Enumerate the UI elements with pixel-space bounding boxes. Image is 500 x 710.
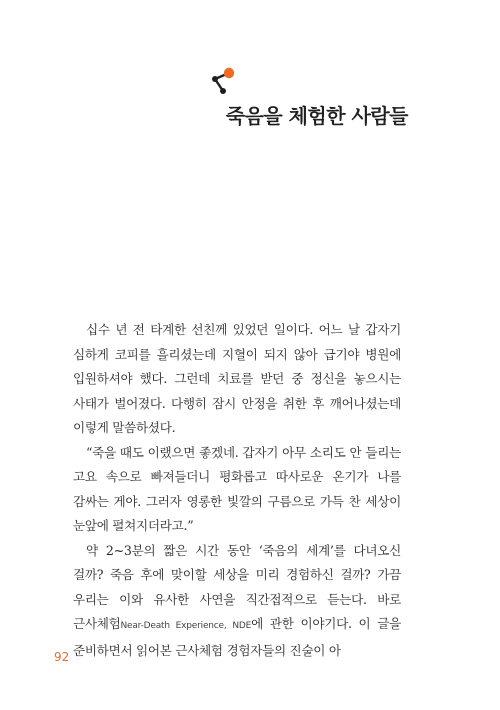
paragraph: “죽을 때도 이랬으면 좋겠네. 갑자기 아무 소리도 안 들리는 고요 속으로 빠져들더니 평화롭고 따사로운 온기가 나를 감싸는 게야. 그러자 영롱한 빛깔의 구름으로 가득 찬 세상이 눈앞에 펼쳐지더라고.”: [73, 444, 401, 533]
body-text: [73, 318, 401, 663]
molecule-node-icon: [206, 66, 240, 96]
paragraph: [73, 539, 401, 664]
chapter-title: 죽음을 체험한 사람들: [225, 104, 408, 128]
english-gloss: Near-Death Experience, NDE: [120, 621, 252, 631]
page-number: 92: [54, 650, 70, 664]
accent-dot: [224, 68, 234, 78]
paragraph-text: 에 관한 이야기다. 이 글을 준비하면서 읽어본 근사체험 경험자들의 진술이 아: [73, 616, 402, 658]
paragraph-text: 약 2~3분의 짧은 시간 동안 ‘죽음의 세계’를 다녀오신 걸까? 죽음 후에 맞이할 세상을 미리 경험하신 걸까? 가끔 우리는 이와 유사한 사연을 직간접적으로 듣는다. 바로 근사체험: [73, 542, 401, 631]
paragraph: 십수 년 전 타계한 선친께 있었던 일이다. 어느 날 갑자기 심하게 코피를 흘리셨는데 지혈이 되지 않아 급기야 병원에 입원하셔야 했다. 그런데 치료를 받던 중 정신을 놓으시는 사태가 벌어졌다. 다행히 잠시 안정을 취한 후 깨어나셨는데 이렇게 말씀하셨다.: [73, 322, 401, 435]
